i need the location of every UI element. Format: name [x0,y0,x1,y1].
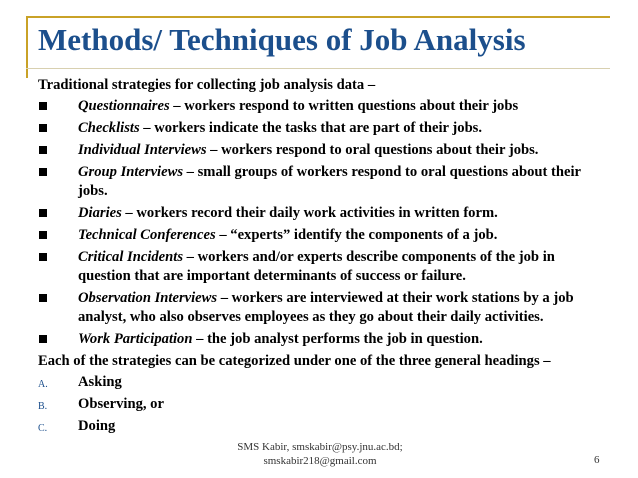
square-bullet-icon [39,146,47,154]
strategy-term: Individual Interviews [78,142,207,158]
list-item [38,204,608,223]
strategy-term: Questionnaires [78,98,170,114]
list-item [38,417,608,436]
strategy-term: Checklists [78,120,140,136]
square-bullet-icon [39,253,47,261]
strategy-desc: – workers record their daily work activities in written form. [121,205,498,221]
strategy-term: Technical Conferences [78,227,216,243]
heading-letter: C. [38,423,48,434]
square-bullet-icon [39,168,47,176]
square-bullet-icon [39,124,47,132]
list-item [38,395,608,414]
strategy-desc: – the job analyst performs the job in question. [192,331,483,347]
list-item [38,289,608,327]
strategy-desc: – workers are interviewed at their work stations by a job analyst, who also observes employees as they go about their daily activities. [78,290,574,325]
title-rule [26,68,610,69]
square-bullet-icon [39,335,47,343]
list-item [38,163,608,201]
strategy-term: Work Participation [78,331,193,347]
summary-text: Each of the strategies can be categorized under one of the three general headings – [38,353,551,369]
footer-line-2: smskabir218@gmail.com [263,455,377,467]
strategy-term: Critical Incidents [78,249,184,265]
list-item [38,97,608,116]
strategy-list [38,97,608,349]
square-bullet-icon [39,294,47,302]
list-item [38,248,608,286]
strategy-desc: – workers and/or experts describe components of the job in question that are important determinants of success or failure. [78,249,555,284]
heading-text: Asking [78,374,122,390]
list-item [38,119,608,138]
top-accent-line [26,16,610,18]
slide-content [38,76,608,439]
square-bullet-icon [39,209,47,217]
list-item [38,226,608,245]
footer-line-1: SMS Kabir, smskabir@psy.jnu.ac.bd; [237,441,403,453]
heading-letter: A. [38,379,48,390]
heading-text: Observing, or [78,396,164,412]
strategy-term: Diaries [78,205,122,221]
strategy-desc: – small groups of workers respond to oral questions about their jobs. [78,164,581,199]
list-item [38,141,608,160]
heading-text: Doing [78,418,116,434]
list-item [38,330,608,349]
slide-title: Methods/ Techniques of Job Analysis [38,22,526,57]
footer [200,440,440,468]
strategy-term: Group Interviews [78,164,184,180]
heading-letter: B. [38,401,48,412]
square-bullet-icon [39,102,47,110]
headings-list [38,373,608,436]
list-item [38,373,608,392]
strategy-desc: – workers respond to written questions about their jobs [169,98,519,114]
intro-text: Traditional strategies for collecting job analysis data – [38,77,376,93]
strategy-desc: – “experts” identify the components of a job. [215,227,498,243]
strategy-desc: – workers respond to oral questions about their jobs. [206,142,539,158]
strategy-desc: – workers indicate the tasks that are part of their jobs. [139,120,483,136]
strategy-term: Observation Interviews [78,290,218,306]
square-bullet-icon [39,231,47,239]
page-number: 6 [594,454,600,466]
